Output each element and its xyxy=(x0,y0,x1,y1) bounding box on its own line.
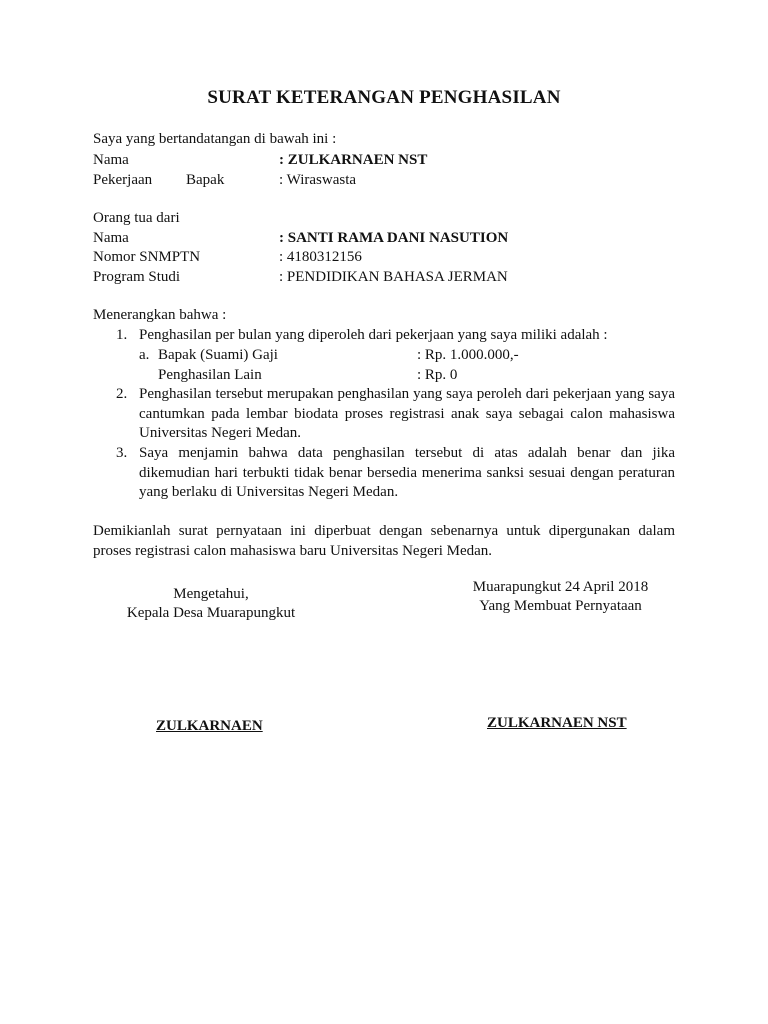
left-signer-name: ZULKARNAEN xyxy=(156,718,263,734)
item-1-number: 1. xyxy=(116,327,128,343)
intro-text: Saya yang bertandatangan di bawah ini : xyxy=(93,131,337,147)
parent-job-value: : Wiraswasta xyxy=(279,172,357,188)
item-3-number: 3. xyxy=(116,445,128,461)
program-value: : PENDIDIKAN BAHASA JERMAN xyxy=(279,269,508,285)
document-title: SURAT KETERANGAN PENGHASILAN xyxy=(207,87,561,108)
place-date: Muarapungkut 24 April 2018 xyxy=(472,579,649,595)
child-name-label: Nama xyxy=(93,230,129,246)
statement-intro: Menerangkan bahwa : xyxy=(93,307,227,323)
item-2-number: 2. xyxy=(116,386,128,402)
item-1-text: Penghasilan per bulan yang diperoleh dari pekerjaan yang saya miliki adalah : xyxy=(139,327,608,343)
parent-name-value: : ZULKARNAEN NST xyxy=(279,152,428,168)
left-signature-block xyxy=(100,585,322,623)
salary-label: Bapak (Suami) Gaji xyxy=(158,347,278,363)
right-signature-line2: Yang Membuat Pernyataan xyxy=(479,598,642,614)
left-signature-line2: Kepala Desa Muarapungkut xyxy=(126,605,296,621)
snmptn-label: Nomor SNMPTN xyxy=(93,249,201,265)
income-sub-letter: a. xyxy=(139,347,150,363)
snmptn-value: : 4180312156 xyxy=(279,249,362,265)
parent-job-label: Pekerjaan xyxy=(93,172,153,188)
other-income-value: : Rp. 0 xyxy=(417,367,458,383)
item-3-text: Saya menjamin bahwa data penghasilan tersebut di atas adalah benar dan jika dikemudian hari terbukti tidak benar bersedia menerima sanksi sesuai dengan peraturan yang berlaku di Universitas Negeri Medan. xyxy=(139,445,675,500)
salary-value: : Rp. 1.000.000,- xyxy=(417,347,519,363)
left-signature-line1: Mengetahui, xyxy=(173,586,249,602)
item-2-text: Penghasilan tersebut merupakan penghasilan yang saya peroleh dari pekerjaan yang saya cantumkan pada lembar biodata proses registrasi anak saya sebagai calon mahasiswa Universitas Negeri Medan. xyxy=(139,386,675,441)
parent-name-label: Nama xyxy=(93,152,129,168)
parent-job-role: Bapak xyxy=(186,172,225,188)
right-signature-block xyxy=(448,578,673,616)
closing-paragraph: Demikianlah surat pernyataan ini diperbuat dengan sebenarnya untuk dipergunakan dalam proses registrasi calon mahasiswa baru Universitas Negeri Medan. xyxy=(93,523,675,559)
child-intro-text: Orang tua dari xyxy=(93,210,180,226)
right-signer-name: ZULKARNAEN NST xyxy=(487,715,627,731)
child-name-value: : SANTI RAMA DANI NASUTION xyxy=(279,230,509,246)
program-label: Program Studi xyxy=(93,269,181,285)
other-income-label: Penghasilan Lain xyxy=(158,367,262,383)
